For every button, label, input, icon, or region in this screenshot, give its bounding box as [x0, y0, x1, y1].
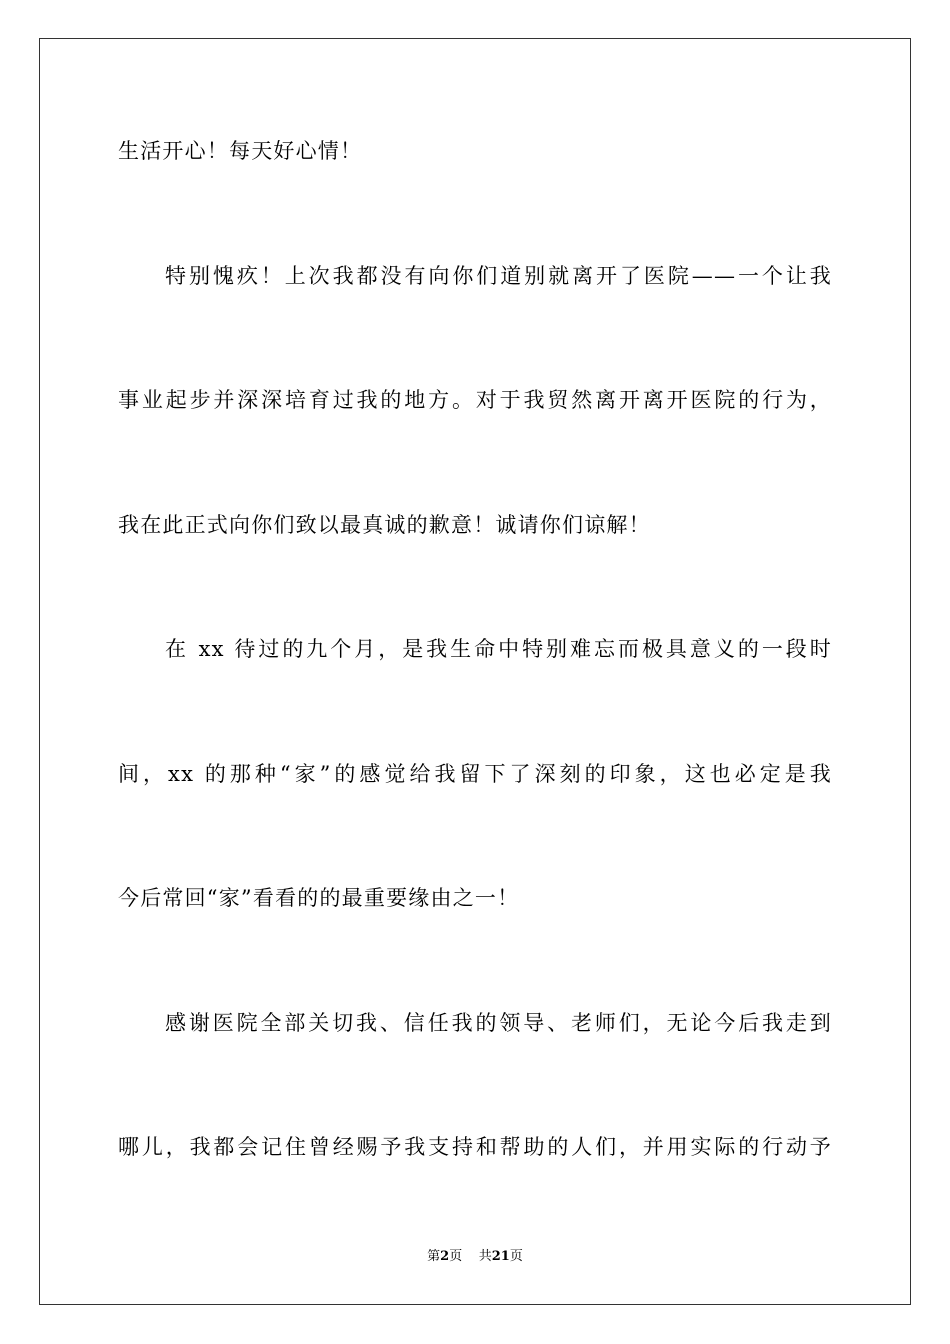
text-line-2: 特别愧疚！上次我都没有向你们道别就离开了医院——一个让我 — [165, 264, 832, 288]
text-line-6: 间，xx 的那种“家”的感觉给我留下了深刻的印象，这也必定是我 — [118, 762, 832, 786]
text-line-9: 哪儿，我都会记住曾经赐予我支持和帮助的人们，并用实际的行动予 — [118, 1135, 832, 1159]
text-line-5: 在 xx 待过的九个月，是我生命中特别难忘而极具意义的一段时 — [165, 637, 832, 661]
text-line-8: 感谢医院全部关切我、信任我的领导、老师们，无论今后我走到 — [165, 1011, 832, 1035]
text-line-3: 事业起步并深深培育过我的地方。对于我贸然离开离开医院的行为， — [118, 388, 832, 412]
text-line-4: 我在此正式向你们致以最真诚的歉意！诚请你们谅解！ — [118, 513, 651, 537]
text-line-1: 生活开心！每天好心情！ — [118, 139, 363, 163]
total-suffix: 页 — [509, 1249, 523, 1264]
page-footer — [0, 1248, 950, 1266]
total-pages: 21 — [491, 1249, 510, 1264]
page-suffix: 页 — [449, 1249, 463, 1264]
page-number: 2 — [440, 1249, 450, 1264]
page-prefix: 第 — [427, 1249, 441, 1264]
total-prefix: 共 — [478, 1249, 492, 1264]
page-border — [39, 38, 911, 1305]
text-line-7: 今后常回“家”看看的的最重要缘由之一！ — [118, 886, 520, 910]
